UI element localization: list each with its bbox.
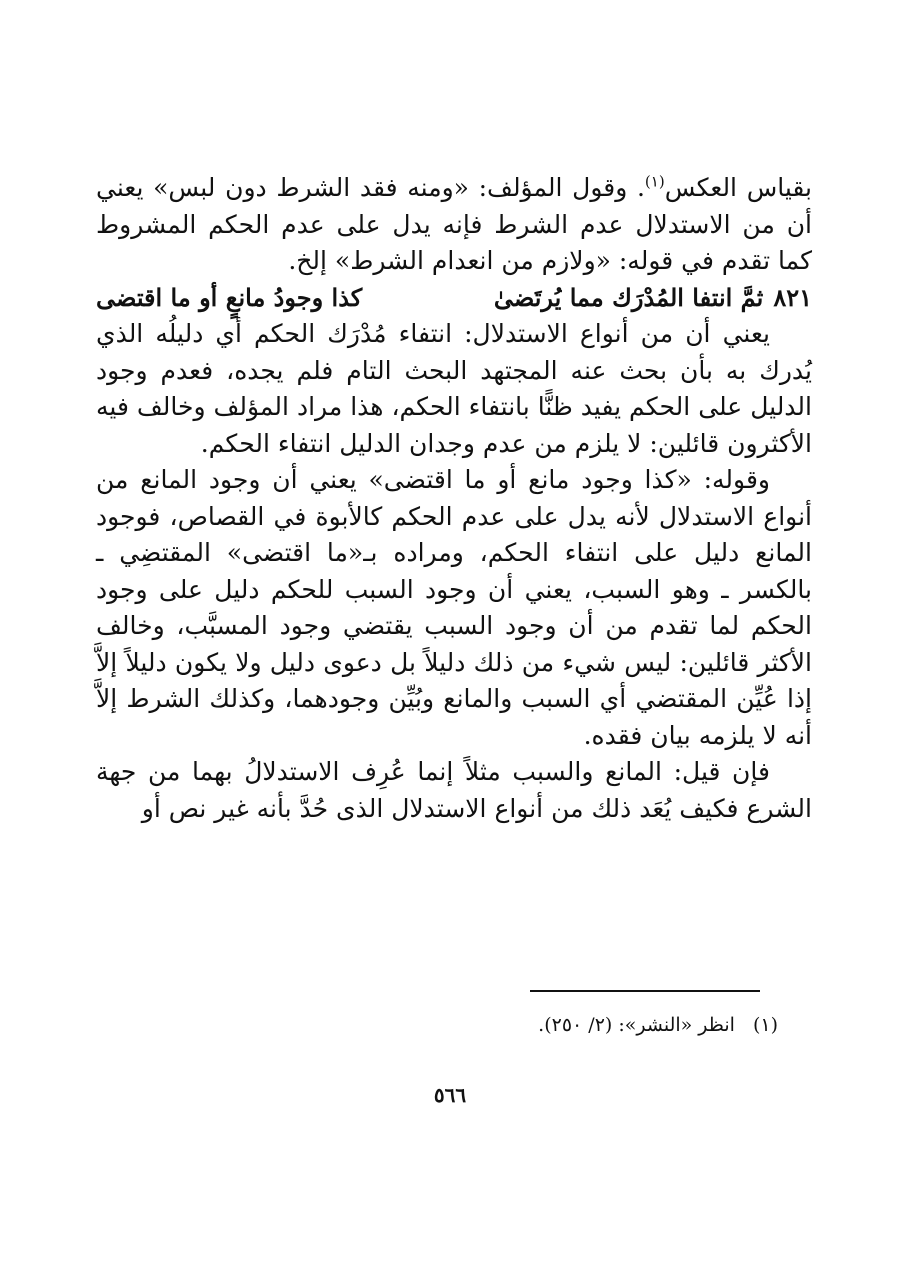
- verse-first-part: [494, 280, 812, 317]
- commentary-paragraph-3: فإن قيل: المانع والسبب مثلاً إنما عُرِف الاستدلالُ بهما من جهة الشرع فكيف يُعَد ذلك من أنواع الاستدلال الذى حُدَّ بأنه غير نص أو: [96, 757, 812, 823]
- footnote: [538, 1014, 778, 1036]
- opening-text-before-ref: بقياس العكس: [664, 173, 812, 202]
- main-text: [96, 170, 812, 827]
- footnote-reference: (١): [644, 172, 665, 191]
- verse-second-hemistich: كذا وجودُ مانعٍ أو ما اقتضى: [96, 282, 363, 312]
- verse-first-hemistich: ثمَّ انتفا المُدْرَك مما يُرتَضىٰ: [493, 282, 764, 312]
- commentary-paragraph-1: يعني أن من أنواع الاستدلال: انتفاء مُدْرَك الحكم أي دليلُه الذي يُدرك به بأن بحث عنه المجتهد البحث التام فلم يجده، فعدم وجود الدليل على الحكم يفيد ظنًّا بانتفاء الحكم، هذا مراد المؤلف وخالف فيه الأكثرون قائلين: لا يلزم من عدم وجدان الدليل انتفاء الحكم.: [96, 319, 812, 458]
- verse-line: [96, 280, 812, 317]
- opening-text-after-ref: . وقول المؤلف: «ومنه فقد الشرط دون لبس» يعني أن من الاستدلال عدم الشرط فإنه يدل على عدم الحكم المشروط كما تقدم في قوله: «ولازم من انعدام الشرط» إلخ.: [96, 173, 812, 275]
- footnote-divider: [530, 990, 760, 992]
- opening-paragraph: [96, 170, 812, 280]
- footnote-text: انظر «النشر»: (٢/ ٢٥٠).: [538, 1014, 735, 1036]
- footnote-number: (١): [752, 1014, 778, 1036]
- verse-number: ٨٢١: [773, 282, 812, 312]
- commentary-paragraph-2: وقوله: «كذا وجود مانع أو ما اقتضى» يعني أن وجود المانع من أنواع الاستدلال لأنه يدل على عدم الحكم كالأبوة في القصاص، فوجود المانع دليل على انتفاء الحكم، ومراده بـ«ما اقتضى» المقتضِي ـ بالكسر ـ وهو السبب، يعني أن وجود السبب للحكم دليل على وجود الحكم لما تقدم من أن وجود السبب يقتضي وجود المسبَّب، وخالف الأكثر قائلين: ليس شيء من ذلك دليلاً بل دعوى دليل ولا يكون دليلاً إلاَّ إذا عُيِّن المقتضي أي السبب والمانع وبُيِّن وجودهما، وكذلك الشرط إلاَّ أنه لا يلزمه بيان فقده.: [96, 465, 812, 750]
- page-number: ٥٦٦: [433, 1083, 467, 1107]
